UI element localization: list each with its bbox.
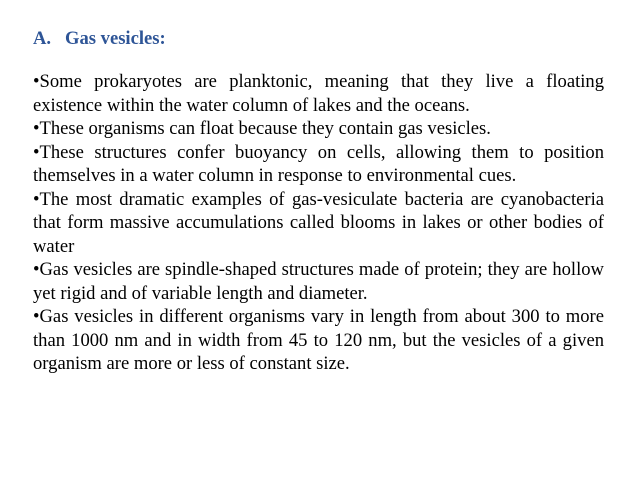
- heading-title: Gas vesicles:: [65, 28, 166, 49]
- bullet-list: [33, 70, 604, 376]
- bullet-float: •These organisms can float because they contain gas vesicles.: [33, 118, 491, 139]
- section-heading: [33, 28, 604, 50]
- bullet-planktonic: •Some prokaryotes are planktonic, meaning that they live a floating existence within the water column of lakes and the oceans.: [33, 71, 604, 116]
- bullet-size: •Gas vesicles in different organisms vary in length from about 300 to more than 1000 nm and in width from 45 to 120 nm, but the vesicles of a given organism are more or less of constant size.: [33, 306, 604, 374]
- bullet-structure: •Gas vesicles are spindle-shaped structures made of protein; they are hollow yet rigid and of variable length and diameter.: [33, 259, 604, 304]
- bullet-buoyancy: •These structures confer buoyancy on cells, allowing them to position themselves in a water column in response to environmental cues.: [33, 141, 604, 186]
- heading-number: A.: [33, 28, 52, 49]
- bullet-cyanobacteria: •The most dramatic examples of gas-vesiculate bacteria are cyanobacteria that form massive accumulations called blooms in lakes or other bodies of water: [33, 188, 604, 257]
